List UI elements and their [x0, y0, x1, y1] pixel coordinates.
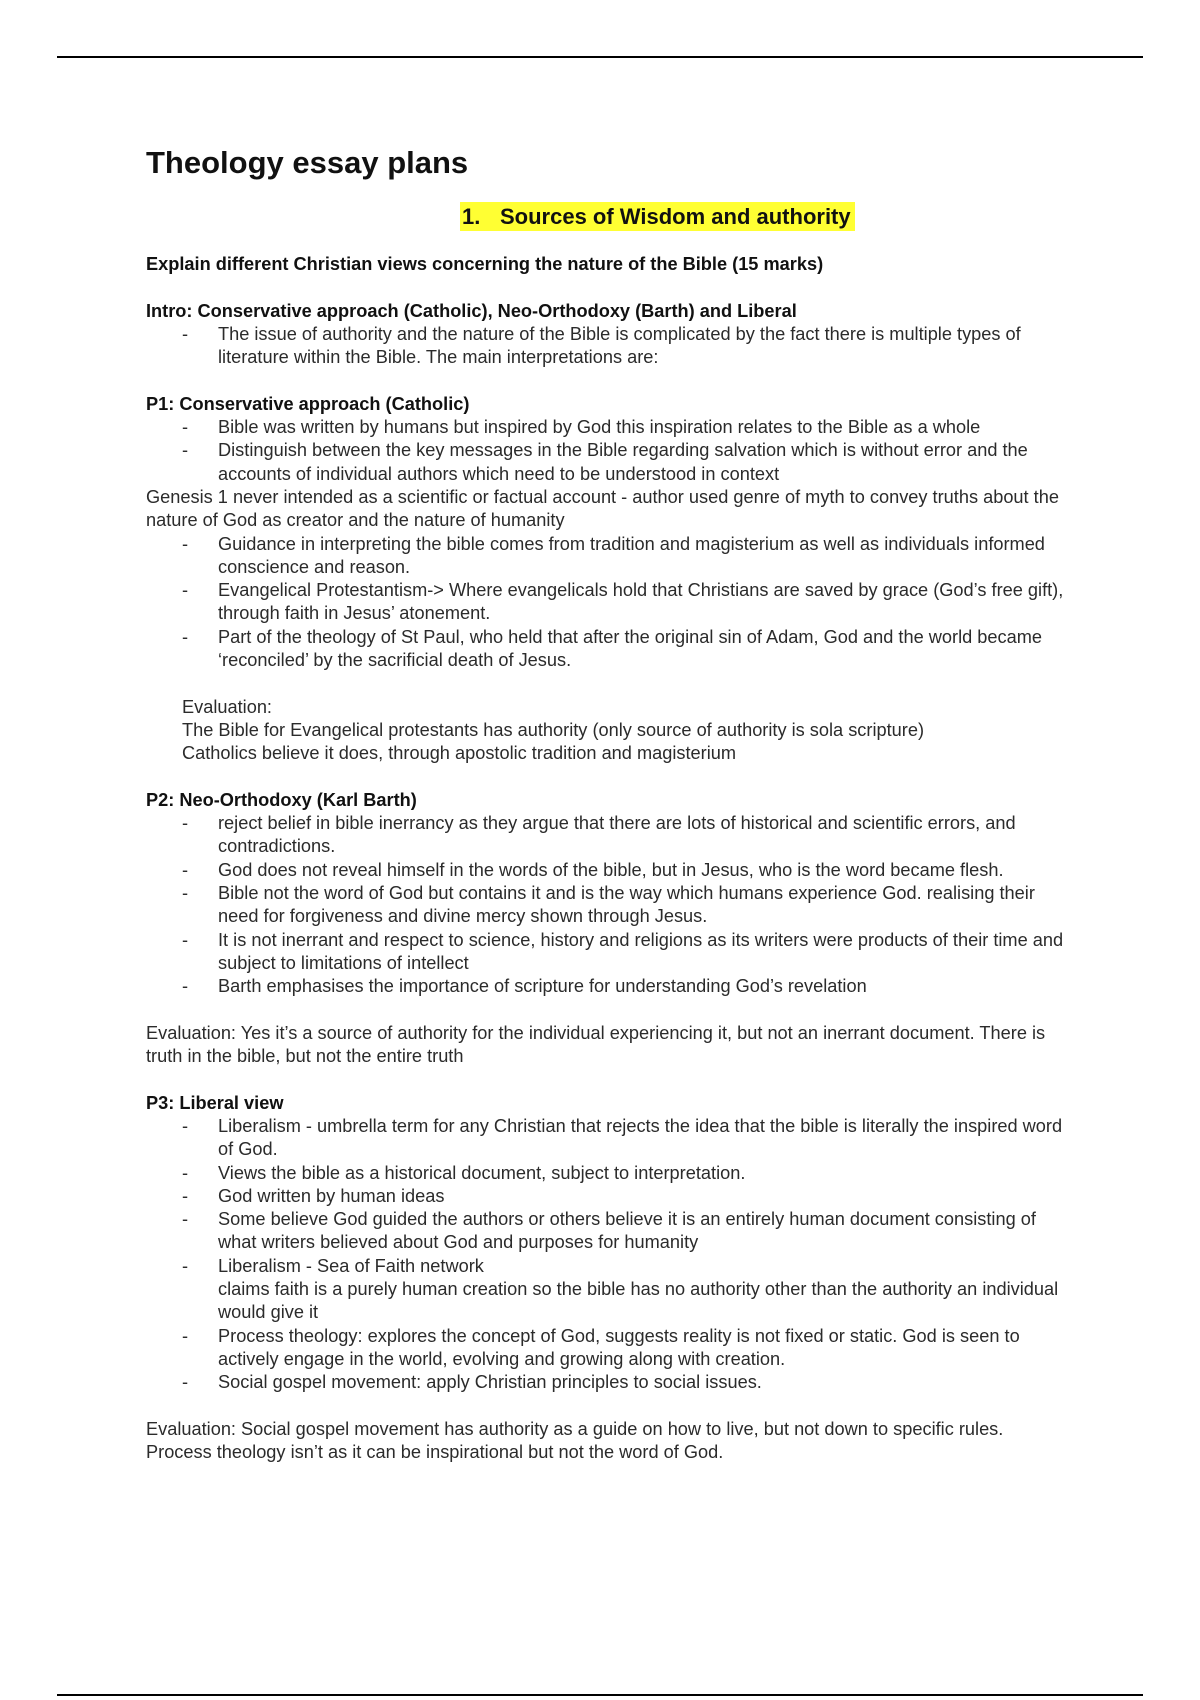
footer-rule	[57, 1694, 1143, 1696]
section-heading	[460, 201, 1066, 233]
essay-question: Explain different Christian views concerning the nature of the Bible (15 marks)	[146, 254, 824, 274]
list-item: - Some believe God guided the authors or others believe it is an entirely human document consisting of what writers believed about God and purposes for humanity	[218, 1208, 1066, 1255]
intro-heading: Intro: Conservative approach (Catholic), Neo-Orthodoxy (Barth) and Liberal	[146, 300, 797, 321]
list-item: - The issue of authority and the nature of the Bible is complicated by the fact there is multiple types of literature within the Bible. The main interpretations are:	[218, 323, 1066, 370]
list-item: - Liberalism - Sea of Faith network	[218, 1255, 1066, 1278]
p1-evaluation-line: Catholics believe it does, through apostolic tradition and magisterium	[182, 743, 737, 764]
p2-heading: P2: Neo-Orthodoxy (Karl Barth)	[146, 789, 417, 810]
list-item: - Social gospel movement: apply Christian principles to social issues.	[218, 1371, 1066, 1394]
p3-evaluation-line: Process theology isn’t as it can be inspirational but not the word of God.	[146, 1442, 724, 1463]
intro-bullets	[146, 323, 1066, 370]
p3-continuation: claims faith is a purely human creation so the bible has no authority other than the authority an individual would give it	[218, 1279, 1059, 1323]
list-item: - Evangelical Protestantism-> Where evangelicals hold that Christians are saved by grace (God’s free gift), through faith in Jesus’ atonement.	[218, 579, 1066, 626]
section-highlight	[460, 202, 855, 231]
p3-heading: P3: Liberal view	[146, 1092, 284, 1113]
document-body	[146, 143, 1066, 1464]
list-item: - God written by human ideas	[218, 1185, 1066, 1208]
p1-evaluation-line: The Bible for Evangelical protestants has authority (only source of authority is sola scripture)	[182, 719, 925, 740]
p1-bullets-b	[146, 533, 1066, 673]
list-item: - Process theology: explores the concept of God, suggests reality is not fixed or static. God is seen to actively engage in the world, evolving and growing along with creation.	[218, 1325, 1066, 1372]
p3-bullets-a	[146, 1115, 1066, 1278]
p1-note: Genesis 1 never intended as a scientific or factual account - author used genre of myth to convey truths about the nature of God as creator and the nature of humanity	[146, 486, 1059, 531]
section-number: 1.	[462, 204, 481, 229]
list-item: - Liberalism - umbrella term for any Christian that rejects the idea that the bible is literally the inspired word of God.	[218, 1115, 1066, 1162]
page-title: Theology essay plans	[146, 145, 469, 180]
p1-heading: P1: Conservative approach (Catholic)	[146, 393, 470, 414]
p1-bullets-a	[146, 416, 1066, 486]
list-item: - Part of the theology of St Paul, who held that after the original sin of Adam, God and the world became ‘reconciled’ by the sacrificial death of Jesus.	[218, 626, 1066, 673]
header-rule	[57, 56, 1143, 58]
section-title: Sources of Wisdom and authority	[500, 204, 851, 229]
p3-bullets-b	[146, 1325, 1066, 1395]
p2-bullets	[146, 812, 1066, 998]
list-item: - reject belief in bible inerrancy as they argue that there are lots of historical and scientific errors, and contradictions.	[218, 812, 1066, 859]
list-item: - God does not reveal himself in the words of the bible, but in Jesus, who is the word became flesh.	[218, 859, 1066, 882]
list-item: - Guidance in interpreting the bible comes from tradition and magisterium as well as individuals informed conscience and reason.	[218, 533, 1066, 580]
p2-evaluation: Evaluation: Yes it’s a source of authority for the individual experiencing it, but not an inerrant document. There is truth in the bible, but not the entire truth	[146, 1022, 1046, 1067]
p1-evaluation-label: Evaluation:	[182, 696, 272, 717]
p3-evaluation-line: Evaluation: Social gospel movement has authority as a guide on how to live, but not down to specific rules.	[146, 1418, 1004, 1439]
list-item: - Distinguish between the key messages in the Bible regarding salvation which is without error and the accounts of individual authors which need to be understood in context	[218, 439, 1066, 486]
list-item: - Barth emphasises the importance of scripture for understanding God’s revelation	[218, 975, 1066, 998]
list-item: - Views the bible as a historical document, subject to interpretation.	[218, 1162, 1066, 1185]
list-item: - It is not inerrant and respect to science, history and religions as its writers were products of their time and subject to limitations of intellect	[218, 929, 1066, 976]
list-item: - Bible not the word of God but contains it and is the way which humans experience God. realising their need for forgiveness and divine mercy shown through Jesus.	[218, 882, 1066, 929]
list-item: - Bible was written by humans but inspired by God this inspiration relates to the Bible as a whole	[218, 416, 1066, 439]
